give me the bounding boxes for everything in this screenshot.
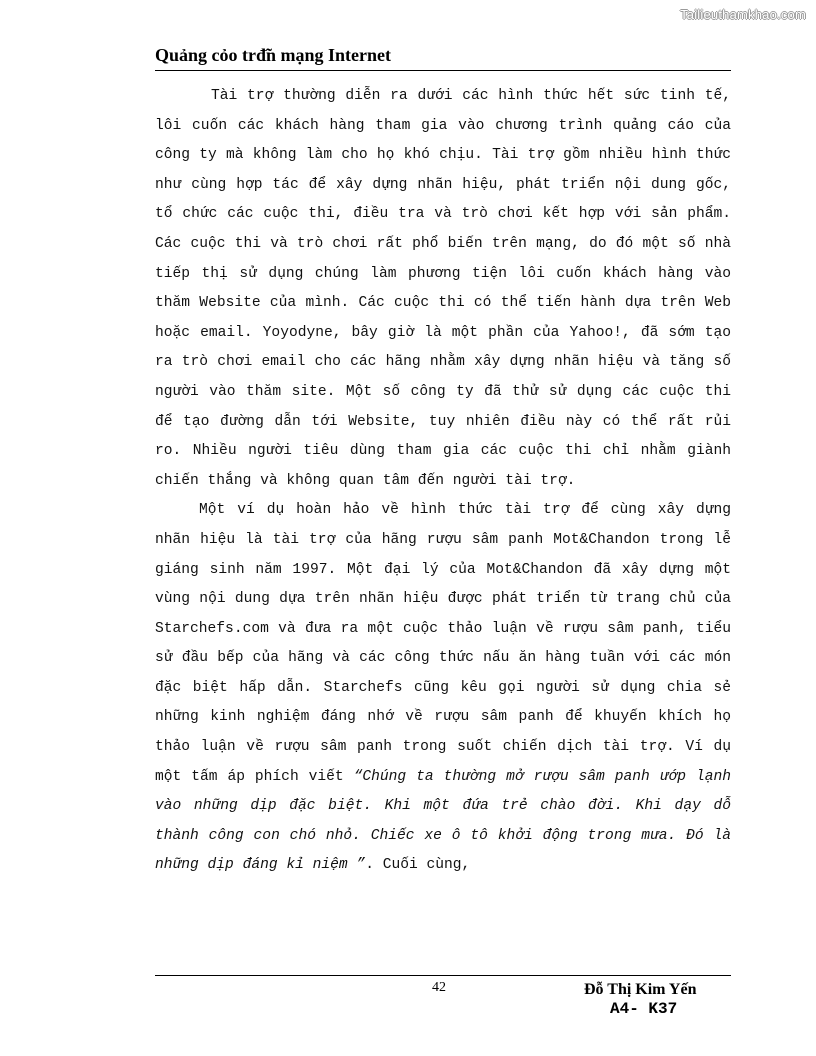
quoted-poster-text: “Chúng ta thường mở rượu sâm panh ướp lạnh vào những dịp đặc biệt. Khi một đứa trẻ chào đời. Khi dạy dỗ thành công con chó nhỏ. Chiếc xe ô tô khởi động trong mưa. Đó là những dịp đáng kỉ niệm ”	[155, 768, 732, 874]
paragraph-2-lead: Một ví dụ hoàn hảo về hình thức tài trợ để cùng xây dựng nhãn hiệu là tài trợ của hãng rượu sâm panh Mot&Chandon trong lễ giáng sinh năm 1997. Một đại lý của Mot&Chandon đã xây dựng một vùng nội dung dựa trên nhãn hiệu được phát triển từ trang chủ của Starchefs.com và đưa ra một cuộc thảo luận về rượu sâm panh, tiểu sử đầu bếp của hãng và các công thức nấu ăn hàng tuần với các món đặc biệt hấp dẫn. Starchefs cũng kêu gọi người sử dụng chia sẻ những kinh nghiệm đáng nhớ về rượu sâm panh để khuyến khích họ thảo luận về rượu sâm panh trong suốt chiến dịch tài trợ. Ví dụ một tấm áp phích viết	[155, 502, 731, 785]
paragraph-1: Tài trợ thường diễn ra dưới các hình thức hết sức tinh tế, lôi cuốn các khách hàng tham gia vào chương trình quảng cáo của công ty mà không làm cho họ khó chịu. Tài trợ gồm nhiều hình thức như cùng hợp tác để xây dựng nhãn hiệu, phát triển nội dung gốc, tổ chức các cuộc thi, điều tra và trò chơi kết hợp với sản phẩm. Các cuộc thi và trò chơi rất phổ biến trên mạng, do đó một số nhà tiếp thị sử dụng chúng làm phương tiện lôi cuốn khách hàng vào thăm Website của mình. Các cuộc thi có thể tiến hành dựa trên Web hoặc email. Yoyodyne, bây giờ là một phần của Yahoo!, đã sớm tạo ra trò chơi email cho các hãng nhằm xây dựng nhãn hiệu và tăng số người vào thăm site. Một số công ty đã thử sử dụng các cuộc thi để tạo đường dẫn tới Website, tuy nhiên điều này có thể rất rủi ro. Nhiều người tiêu dùng tham gia các cuộc thi chỉ nhằm giành chiến thắng và không quan tâm đến người tài trợ.	[155, 88, 731, 489]
page-header-title: Quảng cỏo trđ̃n mạng Internet	[155, 45, 392, 65]
paragraph-2-tail: . Cuối cùng,	[365, 857, 471, 874]
author-name: Đỗ Thị Kim Yến	[584, 981, 697, 998]
page-number: 42	[432, 980, 446, 995]
paragraph-2	[155, 496, 731, 881]
footer-rule	[155, 975, 731, 976]
watermark: Tailieuthamkhao.com	[680, 7, 806, 22]
header-rule	[155, 70, 731, 71]
class-code: A4- K37	[610, 1000, 678, 1018]
body-text	[155, 82, 731, 881]
